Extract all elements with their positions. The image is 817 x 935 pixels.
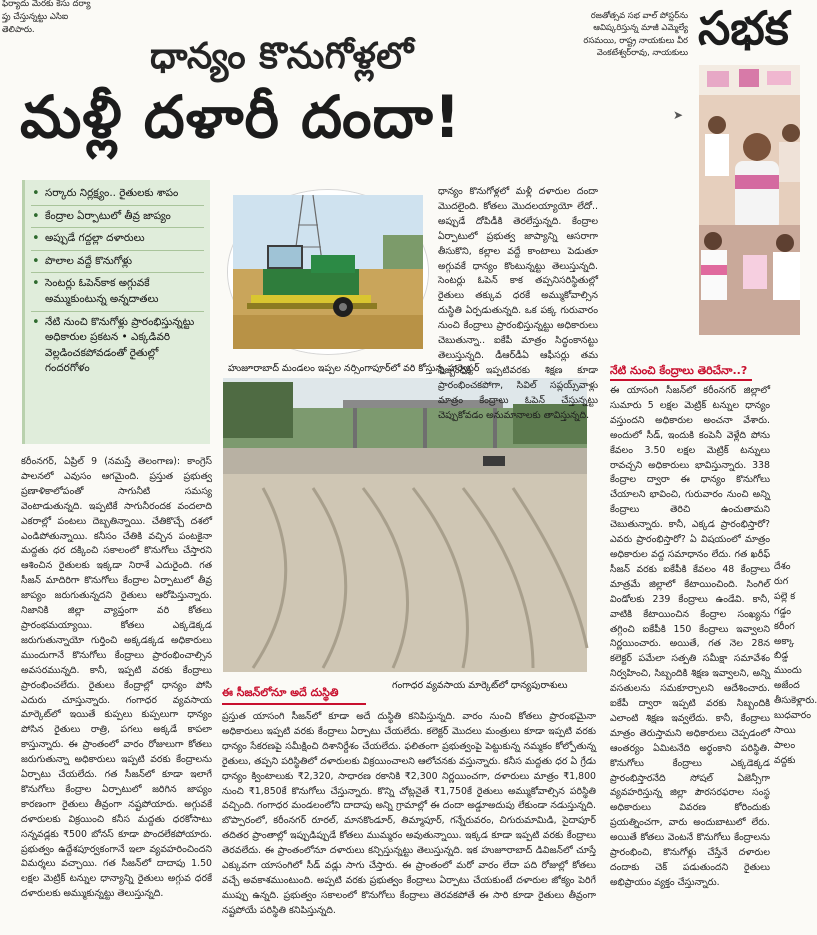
harvester-caption: హుజూరాబాద్‌ మండలం ఇప్పల నర్సింగాపూర్‌లో వరి కోస్తున్న హార్వెస్టర్‌	[228, 363, 480, 374]
highlight-item: • సర్కారు నిర్లక్ష్యం.. రైతులకు శాపం	[31, 186, 204, 206]
headline-line-1: ధాన్యం కొనుగోళ్లలో	[150, 36, 414, 77]
market-caption: గంగాధర వ్యవసాయ మార్కెట్‌లో ధాన్యపురాశులు	[392, 680, 568, 691]
highlight-item: • పొలాల వద్దే కొనుగోళ్లు	[31, 254, 204, 274]
headline-line-2	[20, 83, 461, 153]
subhead-same-situation: ఈ సీజన్‌లోనూ అదే దుస్థితి	[222, 686, 339, 699]
highlights-box	[22, 180, 210, 444]
side-story-caption: రజతోత్సవ సభ వాల్‌ పోస్టర్‌ను ఆవిష్కరిస్తున్న మాజీ ఎమ్మెల్యే రసమయి, రాష్ట్ర నాయకులు వీర వెంకటేశ్వర్‌రావు, నాయకులు	[583, 10, 688, 57]
harvester-illustration	[233, 195, 423, 349]
harvester-photo	[228, 190, 428, 354]
caption-arrow-icon: ➤	[673, 108, 684, 122]
intro-left-column: కరీంనగర్‌, ఏప్రిల్‌ 9 (నమస్తే తెలంగాణ): కాంగ్రెస్‌ పాలనలో ఎవుసం ఆగమైంది. ప్రస్తుత ప్రభుత్వ ప్రణాళికాలోపంతో సాగునీటి సమస్య వెంటాడుతున్నది. ఇప్పటికే సాగునీరందక వందలాది ఎకరాల్లో పంటలు దెబ్బతిన్నాయి. చేతికొచ్చే దశలో ఎండిపోతున్నాయి. కనీసం చేతికి వచ్చిన పంటకైనా మద్దతు ధర దక్కించి సకాలంలో కొనుగోలు చేస్తారని ఆశించిన రైతులకు ఇక్కడా నిరాశే ఎదురైంది. గత సీజన్‌ మాదిరిగా కొనుగోలు కేంద్రాల ఏర్పాటులో తీవ్ర జాప్యం జరుగుతున్నదని రైతులు ఆరోపిస్తున్నారు. నిజానికి జిల్లా వ్యాప్తంగా వరి కోతలు ప్రారంభమయ్యాయి. కోతలు ఎక్కడెక్కడ జరుగుతున్నాయో గుర్తించి అక్కడక్కడ అధికారులు ముందుగానే కొనుగోలు కేంద్రాలు ప్రారంభించాల్సిన అవసరమున్నది. కానీ, ఇప్పటి వరకు కేంద్రాలు ప్రారంభించలేదు. రైతులు కేంద్రాల్లో ధాన్యం పోసి ఎదురు చూస్తున్నారు. గంగాధర వ్యవసాయ మార్కెట్‌లో ఇయితే కుప్పలు కుప్పలుగా ధాన్యం పోసిన రైతులు రాత్రి, పగలు అక్కడే కాపలా కాస్తున్నారు. ఈ ప్రాంతంలో వారం రోజులుగా కోతలు జరుగుతున్నా అధికారులు ఇప్పటి వరకు కేంద్రాలను ఏర్పాటు చేయలేదు. గత సీజన్‌లో కూడా ఇలాగే కొనుగోలు కేంద్రాల ఏర్పాటులో జరిగిన జాప్యం కారణంగా రైతులు తీవ్రంగా నష్టపోయారు. అగ్గువకే దళారులకు విక్రయించి కనీస మద్దతు ధరకోసాటు సన్నవడ్లకు ₹500 బోనస్‌ కూడా పొందలేకపోయారు. ప్రభుత్వం ఉద్దేశపూర్వకంగానే ఇలా వ్యవహరించిందని విమర్శలు వచ్చాయి. గత సీజన్‌లో దాదాపు 1.50 లక్షల మెట్రిక్‌ టన్నుల ధాన్యాన్ని రైతులు అగ్గువ ధరకే దళారులకు అమ్ముకున్నట్టు తెలుస్తున్నది.	[21, 456, 212, 900]
subhead-underline	[610, 379, 752, 381]
subhead-centres-open: నేటి నుంచి కేంద్రాలు తెరిచేనా..?	[610, 364, 748, 377]
intro-right-column: ధాన్యం కొనుగోళ్లలో మళ్లీ దళారుల దందా మొదలైంది. కోతలు మొదలయ్యాయో లేదో.. అప్పుడే దోపిడీకి తెరలేస్తున్నది. కేంద్రాల ఏర్పాటులో ప్రభుత్వ జాప్యాన్ని ఆసరాగా తీసుకొని, కల్లాల వద్దే కాంటాలు పెడుతూ అగ్గువకే ధాన్యం కొంటున్నట్టు తెలుస్తున్నది. సెంటర్లు ఓపెన్‌ కాక తప్పనిసరిస్థితుల్లో రైతులు తక్కువ ధరకే అమ్ముకోవాల్సిన దుస్థితి ఏర్పడుతున్నది. ఒక పక్క గురువారం నుంచి కేంద్రాలు ప్రారంభిస్తున్నట్టు అధికారులు చెబుతున్నా.. ఐకేపీ మాత్రం సిద్ధంకానట్టు తెలుస్తున్నది. డీఆర్‌డీఏ ఆఫీసర్లు తమ సిబ్బందికి ఇప్పటివరకు శిక్షణ కూడా ప్రారంభించకపోగా, సివిల్‌ సప్లయ్స్‌వాళ్లు మాత్రం కేంద్రాలు ఓపెన్‌ చేస్తున్నట్టు చెప్పుకోవడం అనుమానాలకు తావిస్తున్నది.	[438, 186, 598, 421]
right-column: ఈ యాసంగి సీజన్‌లో కరీంనగర్‌ జిల్లాలో సుమారు 5 లక్షల మెట్రిక్‌ టన్నుల ధాన్యం వస్తుందని అధికారుల అంచనా వేశారు. అందులో సీడ్‌, ఇందుకి కంపెనీ వెళ్లేది పోను కేవలం 3.50 లక్షల మెట్రిక్‌ టన్నులు రావచ్చని అధికారులు భావిస్తున్నారు. 338 కేంద్రాల ద్వారా ఈ ధాన్యం కొనుగోలు చేయాలని భావించి, గురువారం నుంచి అన్ని కేంద్రాలు తెరిచి ఉంచుతామని చెబుతున్నారు. కానీ, ఎక్కడ ప్రారంభిస్తారో? ఎవరు ప్రారంభిస్తారో? ఏ విషయంలో మాత్రం అధికారుల వద్ద సమాధానం లేదు. గత ఖరీఫ్‌ సీజన్‌ వరకు ఐకేపీకి కేవలం 48 కేంద్రాలు మాత్రమే జిల్లాలో కేటాయించింది. సింగిల్‌ విండోలకు 239 కేంద్రాలు ఉండేవి. కానీ, వాటికి కేటాయించిన కేంద్రాల సంఖ్యను తగ్గించి ఐకేపీకి 150 కేంద్రాలు ఇవ్వాలని నిర్ణయించారు. అయితే, గత నెల 28న కలెక్టర్‌ పమేలా సత్పతి సమీక్షా సమావేశం నిర్వహించి, సిబ్బందికి శిక్షణ ఇవ్వాలని, అన్ని వసతులను సమకూర్చాలని ఆదేశించారు. ఐకేపీ ద్వారా ఇప్పటి వరకు సిబ్బందికి ఎలాంటి శిక్షణ ఇవ్వలేదు. కానీ, కేంద్రాలు మాత్రం తెరుస్తామని అధికారులు చెప్పడంలో ఆంతర్యం ఏమిటనేది అర్థంకాని పరిస్థితి. కొనుగోలు కేంద్రాలు ఎక్కడెక్కడ ప్రారంభిస్తారనేది సోషల్‌ ఏజెన్సీగా వ్యవహరిస్తున్న జిల్లా పౌరసరఫరాల సంస్థ అధికారులు వివరణ కోరిందుకు ప్రయత్నించగా, వారు అందుబాటులో లేరు. అయితే కోతలు వెంటనే కొనుగోలు కేంద్రాలను ప్రారంభించి, కొనుగోళ్లు చేస్తేనే దళారుల దందాకు చెక్‌ పడుతుందని రైతులు అభిప్రాయం వ్యక్తం చేస్తున్నారు.	[610, 385, 770, 888]
crowd-photo-illustration	[699, 65, 800, 335]
highlight-item: • అప్పుడే గద్దల్లా దళారులు	[31, 231, 204, 251]
far-right-column: దేశం రుగ పల్లె క గడ్డం కరీంగ అక్కా బిడ్డ ముందు అజేంద తీసుకెళ్లారు. బుధవారం సాయి పాలం వద్దకు	[774, 561, 817, 766]
highlights-list	[31, 186, 204, 380]
highlight-item: • సెంటర్లు ఓపెన్‌కాక అగ్గువకే అమ్ముకుంటున్న అన్నదాతలు	[31, 276, 204, 311]
top-left-snippet: ఫిర్యాదు మేరకు కేసు దర్యా ప్తు చేస్తున్నట్టు ఎసిఐ తెలిపారు.	[2, 0, 91, 35]
highlight-item: • నేటి నుంచి కొనుగోళ్లు ప్రారంభిస్తున్నట్టు అధికారుల ప్రకటన • ఎక్కడివరి వెల్లడించకపోవడంతో రైతుల్లో గందరగోళం	[31, 315, 204, 380]
headline-exclaim: !	[433, 83, 462, 151]
middle-column: ప్రస్తుత యాసంగి సీజన్‌లో కూడా అదే దుస్థితి కనిపిస్తున్నది. వారం నుంచి కోతలు ప్రారంభమైనా అధికారులు ఇప్పటి వరకు కేంద్రాలు ఏర్పాటు చేయలేదు. కలెక్టర్‌ మొదలు మంత్రులు కూడా ఇప్పటి వరకు ధాన్యం సేకరణపై సమీక్షించి దిశానిర్దేశం చేయలేదు. ఫలితంగా ప్రభుత్వంపై పెట్టుకున్న నమ్మకం కోల్పోతున్న రైతులు, తప్పని పరిస్థితిలో దళారులకు విక్రయించాలని ఆలోచనకు వస్తున్నారు. కనీస మద్దతు ధర ఏ గ్రేడు ధాన్యం క్వింటాలుకు ₹2,320, సాధారణ రకానికి ₹2,300 నిర్ణయించగా, దళారులు మాత్రం ₹1,800 నుంచి ₹1,850కే కొనుగోలు చేస్తున్నారు. కొన్ని చోట్లనైతే ₹1,750కే రైతులు అమ్ముకోవాల్సిన పరిస్థితి వచ్చింది. గంగాధర మండలంలోని దాదాపు అన్ని గ్రామాల్లో ఈ దందా అడ్డూఅదుపు లేకుండా నడుస్తున్నది. బొప్పారంలో, కరీంనగర్‌ రూరల్‌, మానకొండూర్‌, తిమ్మాపూర్‌, గన్నేరువరం, చిగురుమామిడి, సైదాపూర్‌ తదితర ప్రాంతాల్లో ఇప్పుడిప్పుడే కోతలు ముమ్మరం అవుతున్నాయి. ఇక్కడ కూడా ఇప్పటి వరకు కేంద్రాలు తెరవలేదు. ఈ ప్రాంతంలోనూ దళారులు కన్పిస్తున్నట్టు తెలుస్తున్నది. ఇక హుజూరాబాద్‌ డివిజన్‌లో చూస్తే ఎక్కువగా యాసంగిలో సీడ్‌ వడ్లు సాగు చేస్తారు. ఈ ప్రాంతంలో మరో వారం లేదా పది రోజుల్లో కోతలు వచ్చే అవకాశముంటుంది. అప్పటి వరకు ప్రభుత్వం కేంద్రాలు ఏర్పాటు చేయకుంటే దళారుల జోక్యం పెరిగే ముప్పు ఉన్నది. ప్రభుత్వం సకాలంలో కొనుగోలు కేంద్రాలు తెరవకపోతే ఈ సారి కూడా రైతులు తీవ్రంగా నష్టపోయే పరిస్థితి కనిపిస్తున్నది.	[222, 711, 596, 916]
highlight-item: • కేంద్రాల ఏర్పాటులో తీవ్ర జాప్యం	[31, 209, 204, 229]
subhead-underline	[222, 703, 366, 705]
side-story-headline: సభక	[698, 1, 789, 55]
headline-line-2-text: మళ్లీ దళారీ దందా	[20, 83, 434, 151]
side-story-photo	[699, 65, 800, 335]
